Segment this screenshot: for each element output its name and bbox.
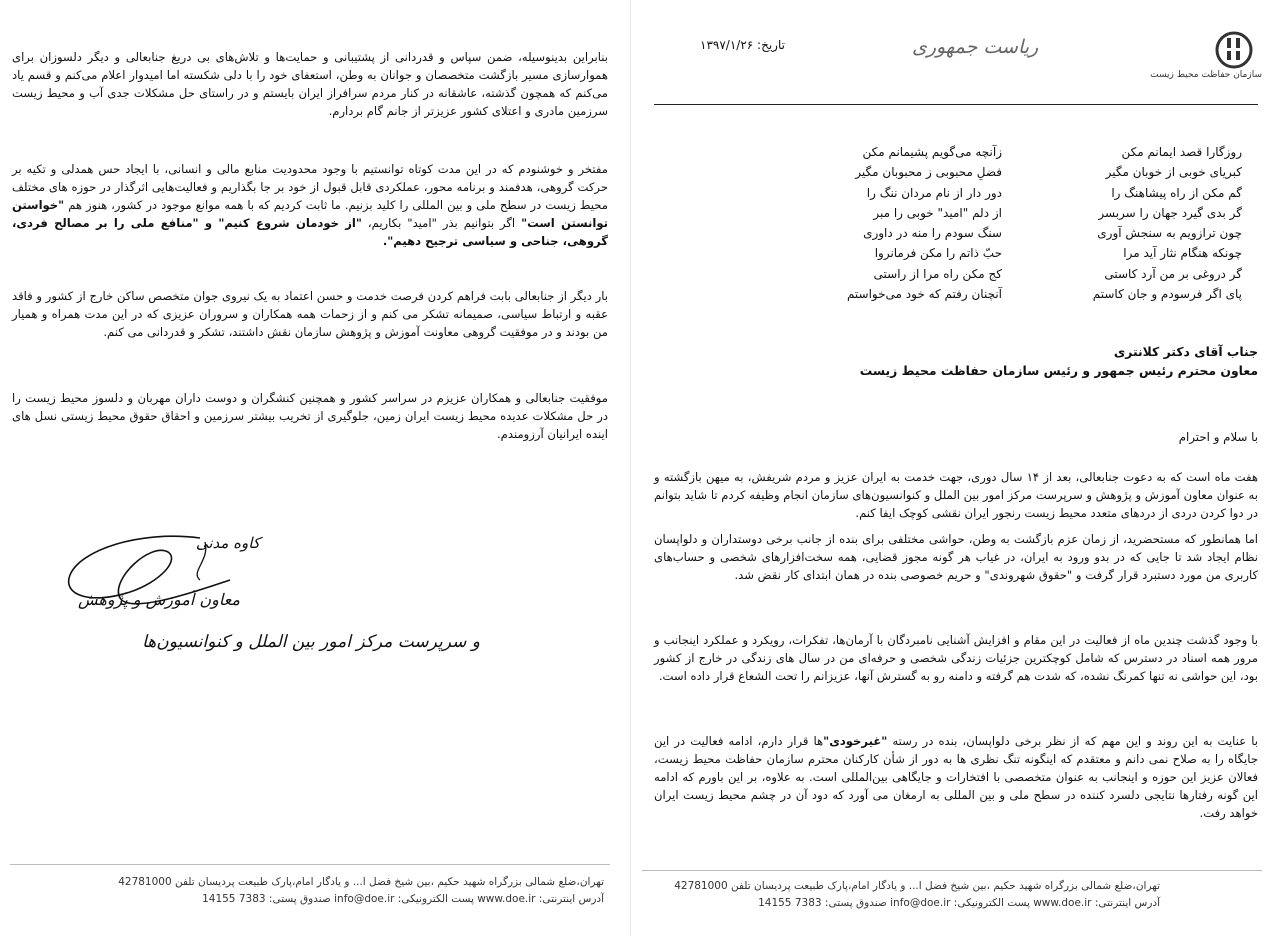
paragraph-text: هفت ماه است که به دعوت جنابعالی، بعد از ۱۴ سال دوری، جهت خدمت به ایران عزیز و مردم شریفش، به میهن بازگشته و به عنوان معاون آموزش و پژوهش و سرپرست مرکز امور بین الملل و کنوانسیون‌های سازمان انجام وظیفه کردم تا شاید بتوانم در دوا کردن دردی از دردهای متعدد محیط زیست رنجور ایران نقشی کوچک ایفا کنم. bbox=[654, 470, 1258, 520]
emphasized-text: "خواستن توانستن است" bbox=[12, 198, 608, 230]
letter-paragraph bbox=[654, 468, 1258, 522]
poem-verse: گر دروغی بر من آرد کاستی bbox=[1104, 266, 1242, 281]
poem-verse: چون ترازویم به سنجش آوری bbox=[1097, 226, 1242, 241]
addressee-title: معاون محترم رئیس جمهور و رئیس سازمان حفاظت محیط زیست bbox=[859, 363, 1258, 378]
footer-address: تهران،ضلع شمالی بزرگراه شهید حکیم ،بین شیخ فضل ا... و یادگار امام،پارک طبیعت پردیسان تلفن 42781000 bbox=[674, 880, 1160, 892]
signer-name: کاوه مدنی bbox=[195, 534, 260, 552]
signature-block bbox=[50, 520, 480, 670]
logo-text: سازمان حفاظت محیط زیست bbox=[1150, 70, 1262, 80]
signer-title-secondary: و سرپرست مرکز امور بین الملل و کنوانسیون‌ها bbox=[142, 632, 480, 652]
signer-title: معاون آموزش و پژوهش bbox=[77, 590, 240, 609]
poem-verse: چونکه هنگام نثار آید مرا bbox=[1123, 246, 1242, 261]
date-value: ۱۳۹۷/۱/۲۶ bbox=[700, 38, 754, 52]
letter-paragraph bbox=[654, 530, 1258, 584]
page-footer bbox=[118, 876, 604, 905]
paragraph-text: بار دیگر از جنابعالی بابت فراهم کردن فرصت خدمت و حسن اعتماد به یک نیروی جوان متخصص ساکن خارج از کشور و فاقد عقبه و ارتباط سیاسی، صمیمانه تشکر می کنم و از زحمات همه همکاران و سروران عزیزی که در این مدت همراه و همیار من بودند و در موفقیت گروهی معاونت آموزش و پژوهش سازمان نقش داشتند، تشکر و قدردانی می کنم. bbox=[12, 289, 608, 339]
letter-paragraph bbox=[12, 48, 608, 120]
poem-verse: سنگ سودم را منه در داوری bbox=[863, 226, 1002, 241]
poem-verse: روزگارا قصد ایمانم مکن bbox=[1121, 145, 1242, 159]
poem-verse: حبّ ذاتم را مکن فرمانروا bbox=[874, 246, 1002, 261]
paragraph-text: اما همانطور که مستحضرید، از زمان عزم بازگشت به وطن، حواشی مختلفی برای بنده از جانب برخی دوستداران و دلواپسان نظام ایجاد شد تا جایی که در بدو ورود به ایران، در غیاب هر گونه مجوز قضایی، همه سخت‌افزارهای شخصی و حساب‌های کاربری من مورد دستبرد قرار گرفت و "حقوق شهروندی" و حریم خصوصی بنده در همان ابتدای کار نقض شد. bbox=[654, 532, 1258, 582]
page-footer bbox=[674, 880, 1160, 909]
presidency-emblem-text: ریاست جمهوری bbox=[912, 36, 1039, 58]
doe-logo bbox=[1150, 22, 1262, 86]
paragraph-text: با وجود گذشت چندین ماه از فعالیت در این مقام و افزایش آشنایی نامبردگان با آرمان‌ها، تفکرات، رویکرد و عملکرد اینجانب و مرور همه اسناد در دسترس که شامل کوچکترین جزئیات زندگی شخصی و حرفه‌ای من در سال های زندگی در خارج از کشور بود، این حواشی نه تنها کمرنگ نشده، که شدت هم گرفته و دامنه رو به گسترش آنها، عزیزانم را تحت الشعاع قرار داده است. bbox=[654, 633, 1258, 683]
poem-verse: آنچنان رفتم که خود می‌خواستم bbox=[846, 287, 1002, 302]
letter-paragraph bbox=[12, 160, 608, 250]
footer-divider bbox=[642, 870, 1262, 871]
letter-page-1 bbox=[632, 0, 1280, 936]
footer-contact: آدرس اینترنتی: www.doe.ir پست الکترونیکی: info@doe.ir صندوق پستی: 7383 14155 bbox=[202, 893, 604, 905]
poem-verse: دور دار از نام مردان ننگ را bbox=[866, 185, 1002, 200]
footer-contact: آدرس اینترنتی: www.doe.ir پست الکترونیکی: info@doe.ir صندوق پستی: 7383 14155 bbox=[758, 897, 1160, 909]
poem-verse: فضلِ محبوبی ز محبوبان مگیر bbox=[855, 165, 1002, 180]
letter-paragraph bbox=[654, 631, 1258, 685]
poem-verse: کبریای خوبی از خوبان مگیر bbox=[1105, 165, 1242, 180]
addressee-block bbox=[654, 342, 1258, 380]
footer-address: تهران،ضلع شمالی بزرگراه شهید حکیم ،بین شیخ فضل ا... و یادگار امام،پارک طبیعت پردیسان تلفن 42781000 bbox=[118, 876, 604, 888]
letter-page-2 bbox=[0, 0, 632, 936]
date-label: تاریخ: bbox=[757, 38, 785, 52]
poem-verse: پای اگر فرسودم و جان کاستم bbox=[1092, 287, 1242, 302]
poem-verse: کج مکن راه مرا از راستی bbox=[873, 266, 1002, 281]
letter-paragraph bbox=[12, 287, 608, 341]
poem-verse: از دلم "امید" خوبی را مبر bbox=[873, 205, 1002, 220]
footer-divider bbox=[10, 864, 610, 865]
poem-column-right bbox=[1032, 142, 1242, 304]
poem-verse: گم مکن از راه پیشاهنگ را bbox=[1111, 185, 1242, 200]
paragraph-text: موفقیت جنابعالی و همکاران عزیزم در سراسر کشور و همچنین کنشگران و دوست داران مهربان و دلسوز محیط زیست را در حل مشکلات عدیده محیط زیست ایران زمین، جلوگیری از تخریب بیشتر سرزمین و احقاق حقوق محیط زیستی نسل های اینده ایرانیان آرزومندم. bbox=[12, 391, 608, 441]
addressee-name: جناب آقای دکتر کلانتری bbox=[1113, 344, 1258, 359]
header-divider bbox=[654, 104, 1258, 105]
poem-verse: زآنچه می‌گویم پشیمانم مکن bbox=[862, 145, 1002, 159]
paragraph-text: اگر بتوانیم بذر "امید" بکاریم، bbox=[361, 216, 522, 230]
letter-paragraph bbox=[12, 389, 608, 443]
letter-paragraph bbox=[654, 732, 1258, 822]
paragraph-text: مفتخر و خوشنودم که در این مدت کوتاه توانستیم با وجود محدودیت منابع مالی و انسانی، با ایجاد حس همدلی و تکیه بر حرکت گروهی، هدفمند و برنامه محور، عملکردی قابل قبول از خود بر جا بگذاریم و فعالیت‌هایی اثرگذار در حوزه های مختلف محیط زیست در سطح ملی و بین المللی را کلید بزنیم. ما ثابت کردیم که با همه موانع موجود در کشور، هنوز هم bbox=[12, 162, 608, 212]
salutation: با سلام و احترام bbox=[1178, 430, 1258, 444]
paragraph-text: بنابراین بدینوسیله، ضمن سپاس و قدردانی از پشتیبانی و حمایت‌ها و تلاش‌های بی دریغ جنابعالی و دیگر دلسوزان برای هموارسازی مسیر بازگشت متخصصان و جوانان به وطن، استعفای خود را با دلی شکسته اما امیدوار اعلام می‌کنم و قسم یاد می‌کنم که همچون گذشته، عاشقانه در کنار مردم سرافراز ایران بایستم و در راستای حل مشکلات جدی آب و محیط زیست سرزمین مادری و اعتلای کشور عزیزتر از جانم گام بردارم. bbox=[12, 50, 608, 118]
paragraph-text: ها قرار دارم، ادامه فعالیت در این جایگاه را به صلاح نمی دانم و معتقدم که اینگونه تنگ نظری ها به دور از شأن کارکنان محترم سازمان حفاظت محیط زیست، فعالان عزیز این حوزه و اینجانب به عنوان متخصصی با افتخارات و جایگاهی بین‌المللی است. به علاوه، بر این باورم که ادامه این گونه رفتارها نتایجی دلسرد کننده در سطح ملی و بین المللی به ارمغان می آورد که دود آن در چشم محیط زیست ایران خواهد رفت. bbox=[654, 734, 1258, 820]
letter-date bbox=[700, 38, 785, 52]
emphasized-text: "غیرخودی" bbox=[823, 734, 888, 748]
poem-column-left bbox=[752, 142, 1002, 304]
poem-verse: گر بدی گیرد جهان را سربسر bbox=[1098, 205, 1242, 220]
doe-emblem-icon bbox=[1212, 30, 1256, 70]
paragraph-text: با عنایت به این روند و این مهم که از نظر برخی دلواپسان، بنده در رسته bbox=[887, 734, 1258, 748]
emphasized-text: "از خودمان شروع کنیم" و "منافع ملی را بر مصالح فردی، گروهی، جناحی و سیاسی ترجیح دهیم". bbox=[12, 216, 608, 248]
page-divider bbox=[630, 0, 631, 936]
